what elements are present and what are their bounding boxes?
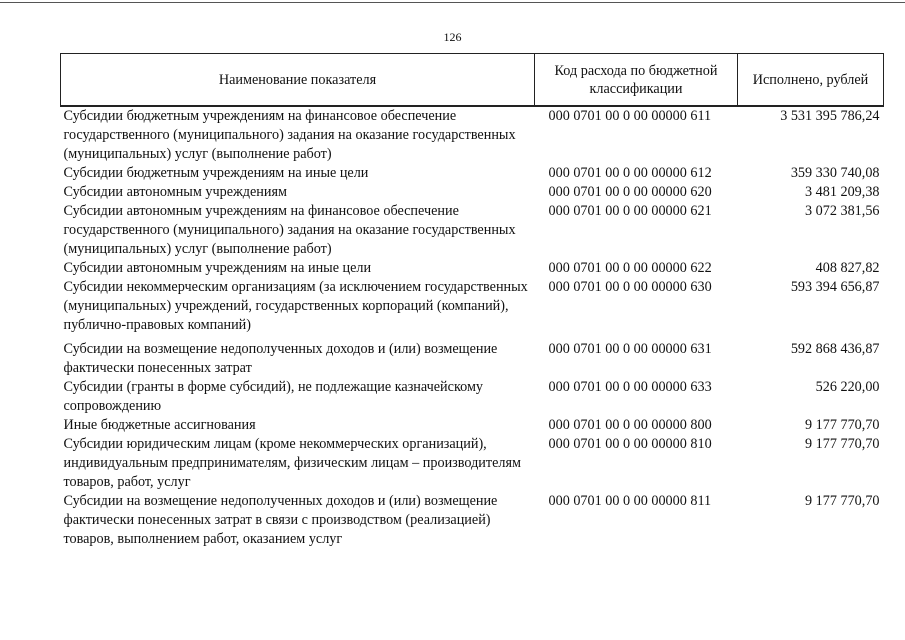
top-rule bbox=[0, 2, 905, 3]
row-amount: 9 177 770,70 bbox=[805, 417, 880, 433]
row-amount: 9 177 770,70 bbox=[805, 493, 880, 509]
row-code: 000 0701 00 0 00 00000 630 bbox=[548, 279, 712, 295]
row-name: Субсидии автономным учреждениям на финансовое обеспечение государственного (муниципального) задания на оказание государственных (муниципальных) услуг (выполнение работ) bbox=[63, 203, 516, 257]
row-amount: 359 330 740,08 bbox=[790, 165, 880, 181]
table-row bbox=[61, 416, 884, 435]
header-amount: Исполнено, рублей bbox=[738, 54, 884, 107]
row-name: Субсидии автономным учреждениям на иные цели bbox=[63, 260, 372, 276]
row-amount: 592 868 436,87 bbox=[790, 341, 880, 357]
row-amount: 9 177 770,70 bbox=[805, 436, 880, 452]
row-amount: 3 072 381,56 bbox=[805, 203, 880, 219]
table-row bbox=[61, 164, 884, 183]
budget-table bbox=[60, 53, 884, 549]
row-name: Субсидии на возмещение недополученных доходов и (или) возмещение фактически понесенных затрат в связи с производством (реализацией) товаров, выполнением работ, оказанием услуг bbox=[63, 493, 498, 547]
table-row bbox=[61, 378, 884, 416]
row-code: 000 0701 00 0 00 00000 631 bbox=[548, 341, 712, 357]
row-amount: 593 394 656,87 bbox=[790, 279, 880, 295]
table-header-row bbox=[61, 54, 884, 107]
row-name: Субсидии (гранты в форме субсидий), не подлежащие казначейскому сопровождению bbox=[63, 379, 484, 414]
row-name: Субсидии бюджетным учреждениям на иные цели bbox=[63, 165, 369, 181]
table-row bbox=[61, 335, 884, 378]
row-amount: 3 481 209,38 bbox=[805, 184, 880, 200]
table-row bbox=[61, 278, 884, 335]
table-row bbox=[61, 106, 884, 164]
row-code: 000 0701 00 0 00 00000 810 bbox=[548, 436, 712, 452]
row-code: 000 0701 00 0 00 00000 800 bbox=[548, 417, 712, 433]
row-amount: 3 531 395 786,24 bbox=[780, 108, 880, 124]
row-code: 000 0701 00 0 00 00000 811 bbox=[548, 493, 712, 509]
row-name: Субсидии автономным учреждениям bbox=[63, 184, 287, 200]
table-row bbox=[61, 202, 884, 259]
row-code: 000 0701 00 0 00 00000 612 bbox=[548, 165, 712, 181]
row-code: 000 0701 00 0 00 00000 633 bbox=[548, 379, 712, 395]
row-code: 000 0701 00 0 00 00000 611 bbox=[548, 108, 712, 124]
row-code: 000 0701 00 0 00 00000 622 bbox=[548, 260, 712, 276]
row-amount: 408 827,82 bbox=[815, 260, 880, 276]
row-name: Субсидии некоммерческим организациям (за исключением государственных (муниципальных) учреждений, государственных корпораций (компаний), публично-правовых компаний) bbox=[63, 279, 528, 333]
row-code: 000 0701 00 0 00 00000 620 bbox=[548, 184, 712, 200]
row-amount: 526 220,00 bbox=[815, 379, 880, 395]
header-name: Наименование показателя bbox=[61, 54, 535, 107]
table-row bbox=[61, 492, 884, 549]
row-code: 000 0701 00 0 00 00000 621 bbox=[548, 203, 712, 219]
row-name: Субсидии бюджетным учреждениям на финансовое обеспечение государственного (муниципального) задания на оказание государственных (муниципальных) услуг (выполнение работ) bbox=[63, 108, 516, 162]
row-name: Иные бюджетные ассигнования bbox=[63, 417, 256, 433]
table-row bbox=[61, 435, 884, 492]
table-row bbox=[61, 259, 884, 278]
row-name: Субсидии юридическим лицам (кроме некоммерческих организаций), индивидуальным предпринимателям, физическим лицам – производителям товаров, работ, услуг bbox=[63, 436, 521, 490]
table-row bbox=[61, 183, 884, 202]
page-number: 126 bbox=[443, 30, 462, 44]
row-name: Субсидии на возмещение недополученных доходов и (или) возмещение фактически понесенных затрат bbox=[63, 341, 498, 376]
header-code: Код расхода по бюджетной классификации bbox=[535, 54, 738, 107]
